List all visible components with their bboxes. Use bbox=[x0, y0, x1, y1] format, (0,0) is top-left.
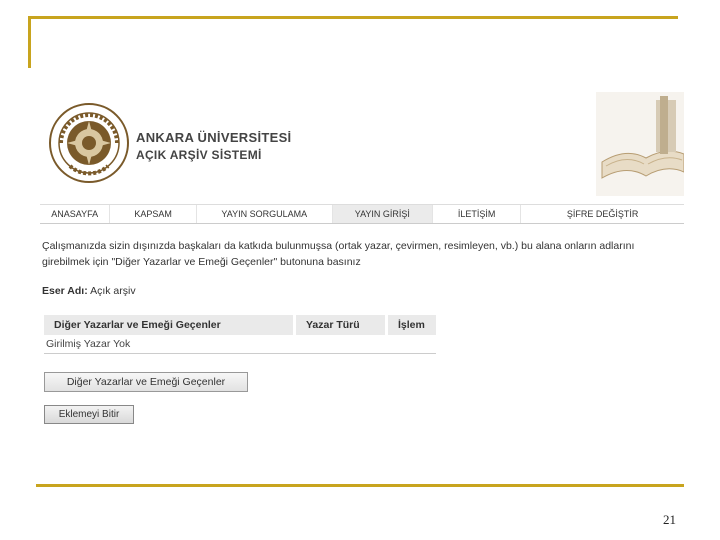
top-horizontal-rule bbox=[28, 16, 678, 19]
column-header-author-type: Yazar Türü bbox=[296, 315, 388, 335]
main-nav bbox=[40, 204, 684, 224]
add-authors-button[interactable]: Diğer Yazarlar ve Emeği Geçenler bbox=[44, 372, 248, 392]
nav-label: YAYIN GİRİŞİ bbox=[354, 209, 410, 219]
top-vertical-rule bbox=[28, 16, 31, 68]
nav-item-kapsam[interactable] bbox=[110, 205, 196, 223]
nav-label: ANASAYFA bbox=[51, 209, 99, 219]
brand-title-line1: ANKARA ÜNİVERSİTESİ bbox=[136, 130, 292, 145]
authors-table bbox=[44, 315, 436, 354]
table-empty-row: Girilmiş Yazar Yok bbox=[44, 335, 436, 354]
nav-item-yayin-sorgulama[interactable] bbox=[197, 205, 333, 223]
nav-item-sifre-degistir[interactable] bbox=[521, 205, 684, 223]
work-title-row bbox=[42, 285, 136, 297]
nav-item-anasayfa[interactable] bbox=[40, 205, 110, 223]
nav-item-yayin-girisi[interactable] bbox=[333, 205, 433, 223]
brand-title-line2: AÇIK ARŞİV SİSTEMİ bbox=[136, 148, 262, 162]
bottom-rule bbox=[36, 484, 684, 487]
finish-adding-button[interactable]: Eklemeyi Bitir bbox=[44, 405, 134, 424]
open-book-icon bbox=[596, 92, 684, 196]
nav-item-iletisim[interactable] bbox=[433, 205, 521, 223]
table-header bbox=[44, 315, 436, 335]
column-header-authors: Diğer Yazarlar ve Emeği Geçenler bbox=[44, 315, 296, 335]
work-title-value: Açık arşiv bbox=[90, 285, 136, 297]
nav-label: ŞİFRE DEĞİŞTİR bbox=[566, 209, 639, 219]
nav-label: İLETİŞİM bbox=[457, 209, 496, 219]
site-header bbox=[40, 92, 684, 200]
nav-label: KAPSAM bbox=[134, 209, 172, 219]
screenshot-panel bbox=[40, 92, 684, 432]
column-header-action: İşlem bbox=[388, 315, 436, 335]
intro-text: Çalışmanızda sizin dışınızda başkaları da katkıda bulunmuşsa (ortak yazar, çevirmen, resimleyen, vb.) bu alana onların adlarını girebilmek için "Diğer Yazarlar ve Emeği Geçenler" butonuna basınız bbox=[42, 240, 635, 268]
work-title-label: Eser Adı: bbox=[42, 285, 88, 297]
university-seal-icon bbox=[48, 102, 130, 184]
slide-number: 21 bbox=[663, 512, 676, 527]
nav-label: YAYIN SORGULAMA bbox=[221, 209, 308, 219]
